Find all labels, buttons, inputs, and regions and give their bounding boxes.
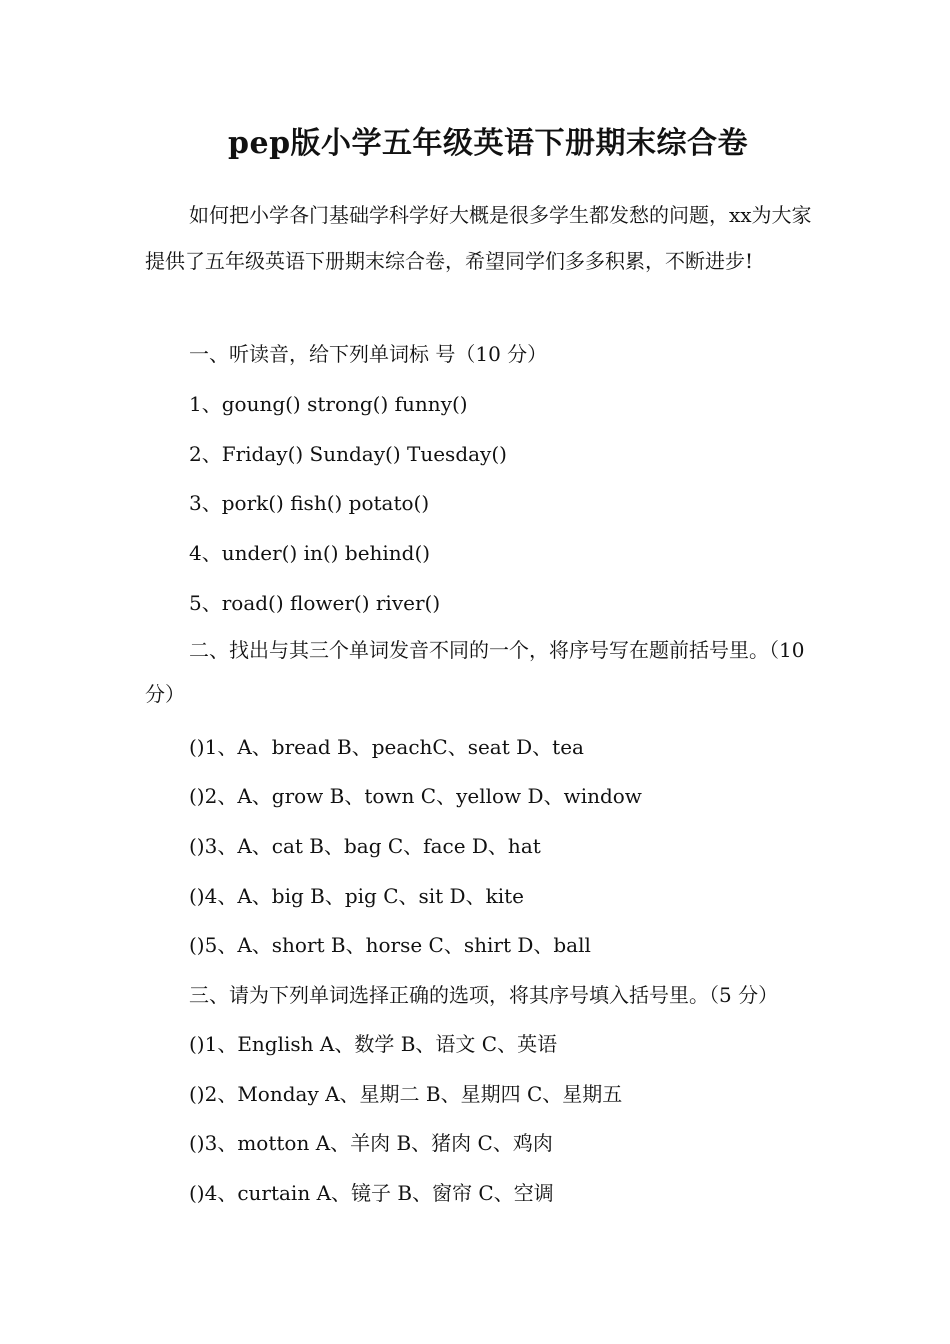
section1-item-1: 1、goung() strong() funny() [189, 392, 468, 416]
section2-item-1: ()1、A、bread B、peachC、seat D、tea [189, 735, 584, 759]
section3-item-2: ()2、Monday A、星期二 B、星期四 C、星期五 [189, 1082, 623, 1106]
section3-item-4: ()4、curtain A、镜子 B、窗帘 C、空调 [189, 1181, 554, 1205]
section1-item-3: 3、pork() fish() potato() [189, 491, 430, 515]
intro-paragraph: 如何把小学各门基础学科学好大概是很多学生都发愁的问题，xx为大家提供了五年级英语下册期末综合卷，希望同学们多多积累，不断进步! [145, 203, 812, 273]
section2-item-3: ()3、A、cat B、bag C、face D、hat [189, 834, 541, 858]
section1-item-5: 5、road() flower() river() [189, 591, 441, 615]
section2-item-5: ()5、A、short B、horse C、shirt D、ball [189, 933, 591, 957]
section2-item-2: ()2、A、grow B、town C、yellow D、window [189, 784, 642, 808]
document-title: pep版小学五年级英语下册期末综合卷 [228, 126, 749, 161]
section1-heading: 一、听读音，给下列单词标 号（10 分） [189, 342, 548, 366]
section1-item-4: 4、under() in() behind() [189, 541, 431, 565]
section1-item-2: 2、Friday() Sunday() Tuesday() [189, 442, 507, 466]
section3-item-3: ()3、motton A、羊肉 B、猪肉 C、鸡肉 [189, 1131, 553, 1155]
section2-heading: 二、找出与其三个单词发音不同的一个，将序号写在题前括号里。（10 分） [145, 638, 805, 706]
section2-item-4: ()4、A、big B、pig C、sit D、kite [189, 884, 524, 908]
section3-heading: 三、请为下列单词选择正确的选项，将其序号填入括号里。（5 分） [189, 983, 779, 1007]
section3-item-1: ()1、English A、数学 B、语文 C、英语 [189, 1032, 558, 1056]
